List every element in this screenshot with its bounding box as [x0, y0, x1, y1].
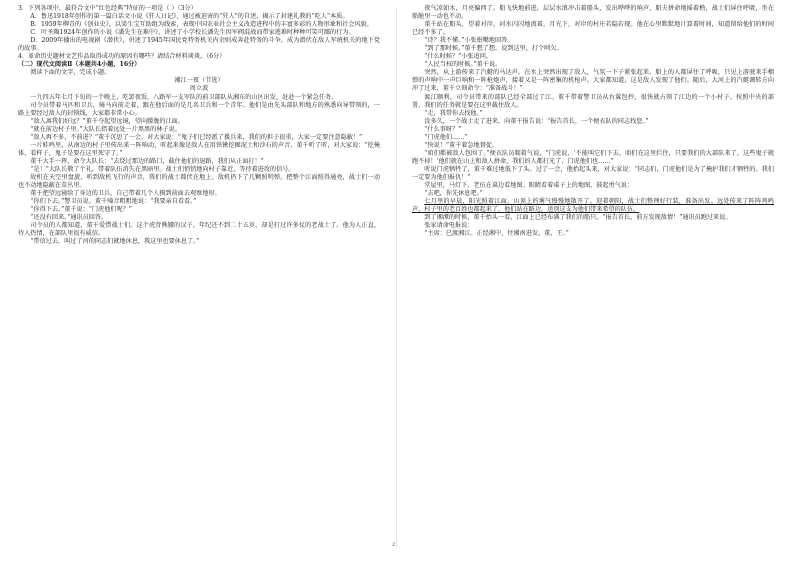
paragraph: “你得下去。”董千说：“门虎他们呢？” — [30, 206, 132, 214]
paragraph: “敌人离我们好远？”董千夺起望远镜，望向朦胧的江面。 — [30, 117, 184, 125]
paragraph: “人民当权的时候。”董千说。 — [424, 61, 502, 69]
paragraph: “快说！”董千着急地督促。 — [424, 141, 499, 149]
right-column — [412, 5, 774, 238]
page-number: 2 — [392, 542, 396, 548]
paragraph: 司令员带着马匹和卫兵，骑马向前走着，跟在他后面的是几名卫兵和一个青年。他们是由先头部队和地方的熟悉向导带领的，一路上要经过敌人的封锁线，大家都非常小心。 — [18, 101, 380, 117]
underlined-paragraph: 七月里的早晨，阳光照着江面，山顶上的雾气慢慢地散开了。迎着朝阳，战士们整理好行装，准备出发。远处传来了阵阵鸡鸣声，村子里的老百姓也都起来了，他们站在路边，送别这支为他们带来希望的队伍。 — [412, 198, 774, 214]
paragraph: “到了那时候。”董千想了想，说到这里，打个呵欠。 — [424, 45, 563, 53]
section-heading: （二）现代文阅读Ⅱ（本题共4小题，16分） — [18, 61, 141, 69]
paragraph: 渡江顺利，司令员带来的部队已经全部过了江。董千带着警卫员从右翼包抄，很快就占领了江边的一个小村子。按照中央的部署，我们的任务就是要在这里截住敌人。 — [412, 93, 774, 109]
paragraph: “敌人再不多，不前进？”董千沉思了一会，对大家说：“鬼子们已经派了援兵来，我们的担子很重，大家一定要注意隐蔽！” — [30, 133, 363, 141]
instruction: 阅读下面的文字，完成小题。 — [30, 69, 111, 77]
passage-author: 周立波 — [189, 85, 209, 93]
paragraph: “就在前边村子里。”大队长指着远处一片黑黑的林子说。 — [30, 125, 181, 133]
passage-title: 湘江一夜（节选） — [174, 77, 224, 85]
paragraph: 听说门虎牺牲了，董千难过地低下了头。过了一会，他抬起头来，对大家说：“同志们，门虎他们是为了掩护我们才牺牲的。我们一定要为他们报仇！” — [412, 165, 774, 181]
question-3: 3．下列各项中，最符合文中“红色经典”特征的一项是（ ）（3分） — [18, 5, 197, 12]
paragraph: 董千站在船头，望着对岸。河水闪闪地流着，月光下，对岸的村庄若隐若现。他在心里默默地计算着时间，知道留给他们的时间已经不多了。 — [412, 21, 774, 37]
paragraph: 堂屋里，马灯下，老伍在桌边看地图。眼睛看着桌子上的地图，鼓起勇气说： — [424, 182, 634, 190]
paragraph: “门虎他们……” — [424, 133, 468, 141]
paragraph: 一片蛙鸣里，从南边的村子里传出来一阵响动，听起来像是敌人在用铁锹挖掘泥土和沙石的声音，董千听了听，对大家说：“挖掩体，看样子，鬼子是要在这里死守了。” — [18, 141, 380, 157]
paragraph: “什么时候？”小张追问。 — [424, 53, 492, 61]
paragraph: “去吧，你先休息吧。” — [424, 190, 483, 198]
paragraph: 张家请命电报说： — [424, 222, 474, 230]
paragraph: 夜气凉如水，月亮偏西了。船飞快地前进，层层水浪冲击着船头，发出哗哗的响声，船夫拼命地摇着橹，战士们屏住呼吸，坐在船舱里一动也不动。 — [412, 5, 774, 21]
paragraph: “你们下去。”警卫员说。董千嗓音粗粗地说：“我要亲自看看。” — [30, 198, 197, 206]
option-a: A．鲁迅1918年创作的第一篇白话文小说《狂人日记》，通过被迫害的“狂人”的自述，揭示了封建礼教的“吃人”本质。 — [30, 13, 349, 21]
paragraph: “走，我带你去找他。” — [424, 109, 483, 117]
paragraph: 突然，从上游传来了汽艇的马达声。在水上突然出现了敌人，气氛一下子紧张起来。船上的人都屏住了呼吸，只见上游驶来手榴弹的声响中一声巨响和一阵枪炮声，接着又是一阵密集的机枪声。大家都知道，这是敌人发现了他们。随后，大河上的汽艇调转方向冲了过来，董千立刻命令：“准备战斗！” — [412, 69, 774, 93]
paragraph: 董千大手一挥，命令大队长：“去绕过那边的路口，截住他们的退路，我们从正面打！” — [30, 157, 264, 165]
option-c: C．叶圣陶1924年创作的小说《潘先生在难中》，讲述了小学校长潘先生因军阀混战而带家逃难时种种可笑可鄙的行为。 — [30, 29, 355, 37]
paragraph: “咱们都被敌人包围了。”便衣队员喘着气说，“门虎说，‘不能叫它们下去，咱们在这里拦住，只要我们的大部队来了，这些鬼子就跑不掉！’他们就在山上和敌人拼命，我们的人都打光了，门虎他们也……” — [412, 149, 774, 165]
column-divider — [396, 8, 397, 548]
paragraph: 一九四五年七月下旬的一个晚上，吃罢夜饭，八路军一支军队的前卫部队从湘东的山区出发，赶赴一个紧急任务。 — [30, 93, 338, 101]
paragraph: 董千把望远镜给了身边的卫兵，自己带着几个人摸到前面去观察地形。 — [30, 190, 221, 198]
paragraph: “什么事呀？” — [424, 125, 462, 133]
question-4: 4．革命历史题材文艺作品取得成功的原因有哪些？请结合材料谈谈。（6分） — [18, 53, 226, 61]
option-d: D．2009年播出的电视剧《潜伏》，讲述了1945年国民党特务机关内余则成奔赴特务的斗争，成为潜伏在敌人军统机关的地下党的故事。 — [18, 37, 380, 53]
paragraph: 没多久，一个战士走了进来，向董千报告说：“报告首长，一个便衣队的同志找您。” — [424, 117, 649, 125]
left-column — [18, 5, 380, 246]
paragraph: 司令员的人都知道，董千爱惜战士们。这个虎背熊腰的汉子，年纪还不到二十五岁，却是打过许多仗的老战士了。他为人正直，待人热情，在部队里很有威信。 — [18, 222, 380, 238]
paragraph: “带信过去，叫过了河的同志们就地休息，我这里也要休息了。” — [30, 238, 200, 246]
telegram-text: “主席：巳渡湘江。正经湘中，往湘南进发。董、王。” — [424, 230, 569, 238]
paragraph: 到了湘潭的时候，董千抬头一看，江面上已经布满了我们的船只。“报告首长，前方发现敌情！”通讯员跑过来说。 — [424, 214, 732, 222]
paragraph: “诗？我不懂。”小张抿嘴地回答。 — [424, 37, 514, 45]
paragraph: “是！”大队长敬了个礼，带着队伍消失在黑暗里。战士们悄悄地向村子靠近，等待着进攻的信号。 — [30, 165, 295, 173]
paragraph: “还没有回来。”通讯员回答。 — [30, 214, 108, 222]
option-b: B．1959年柳青的《创业史》，以梁生宝互助组为线索，表现中国农业社会主义改造进程中的丰富多彩的人物形象和社会风貌。 — [30, 21, 373, 29]
paragraph: 故机在天空里盘旋，听到敌机飞行的声音，我们的战士都伏在地上。敌机扔下了几颗照明弹，把整个江面照得通亮，战士们一动也不动地隐蔽在草丛里。 — [18, 173, 380, 190]
